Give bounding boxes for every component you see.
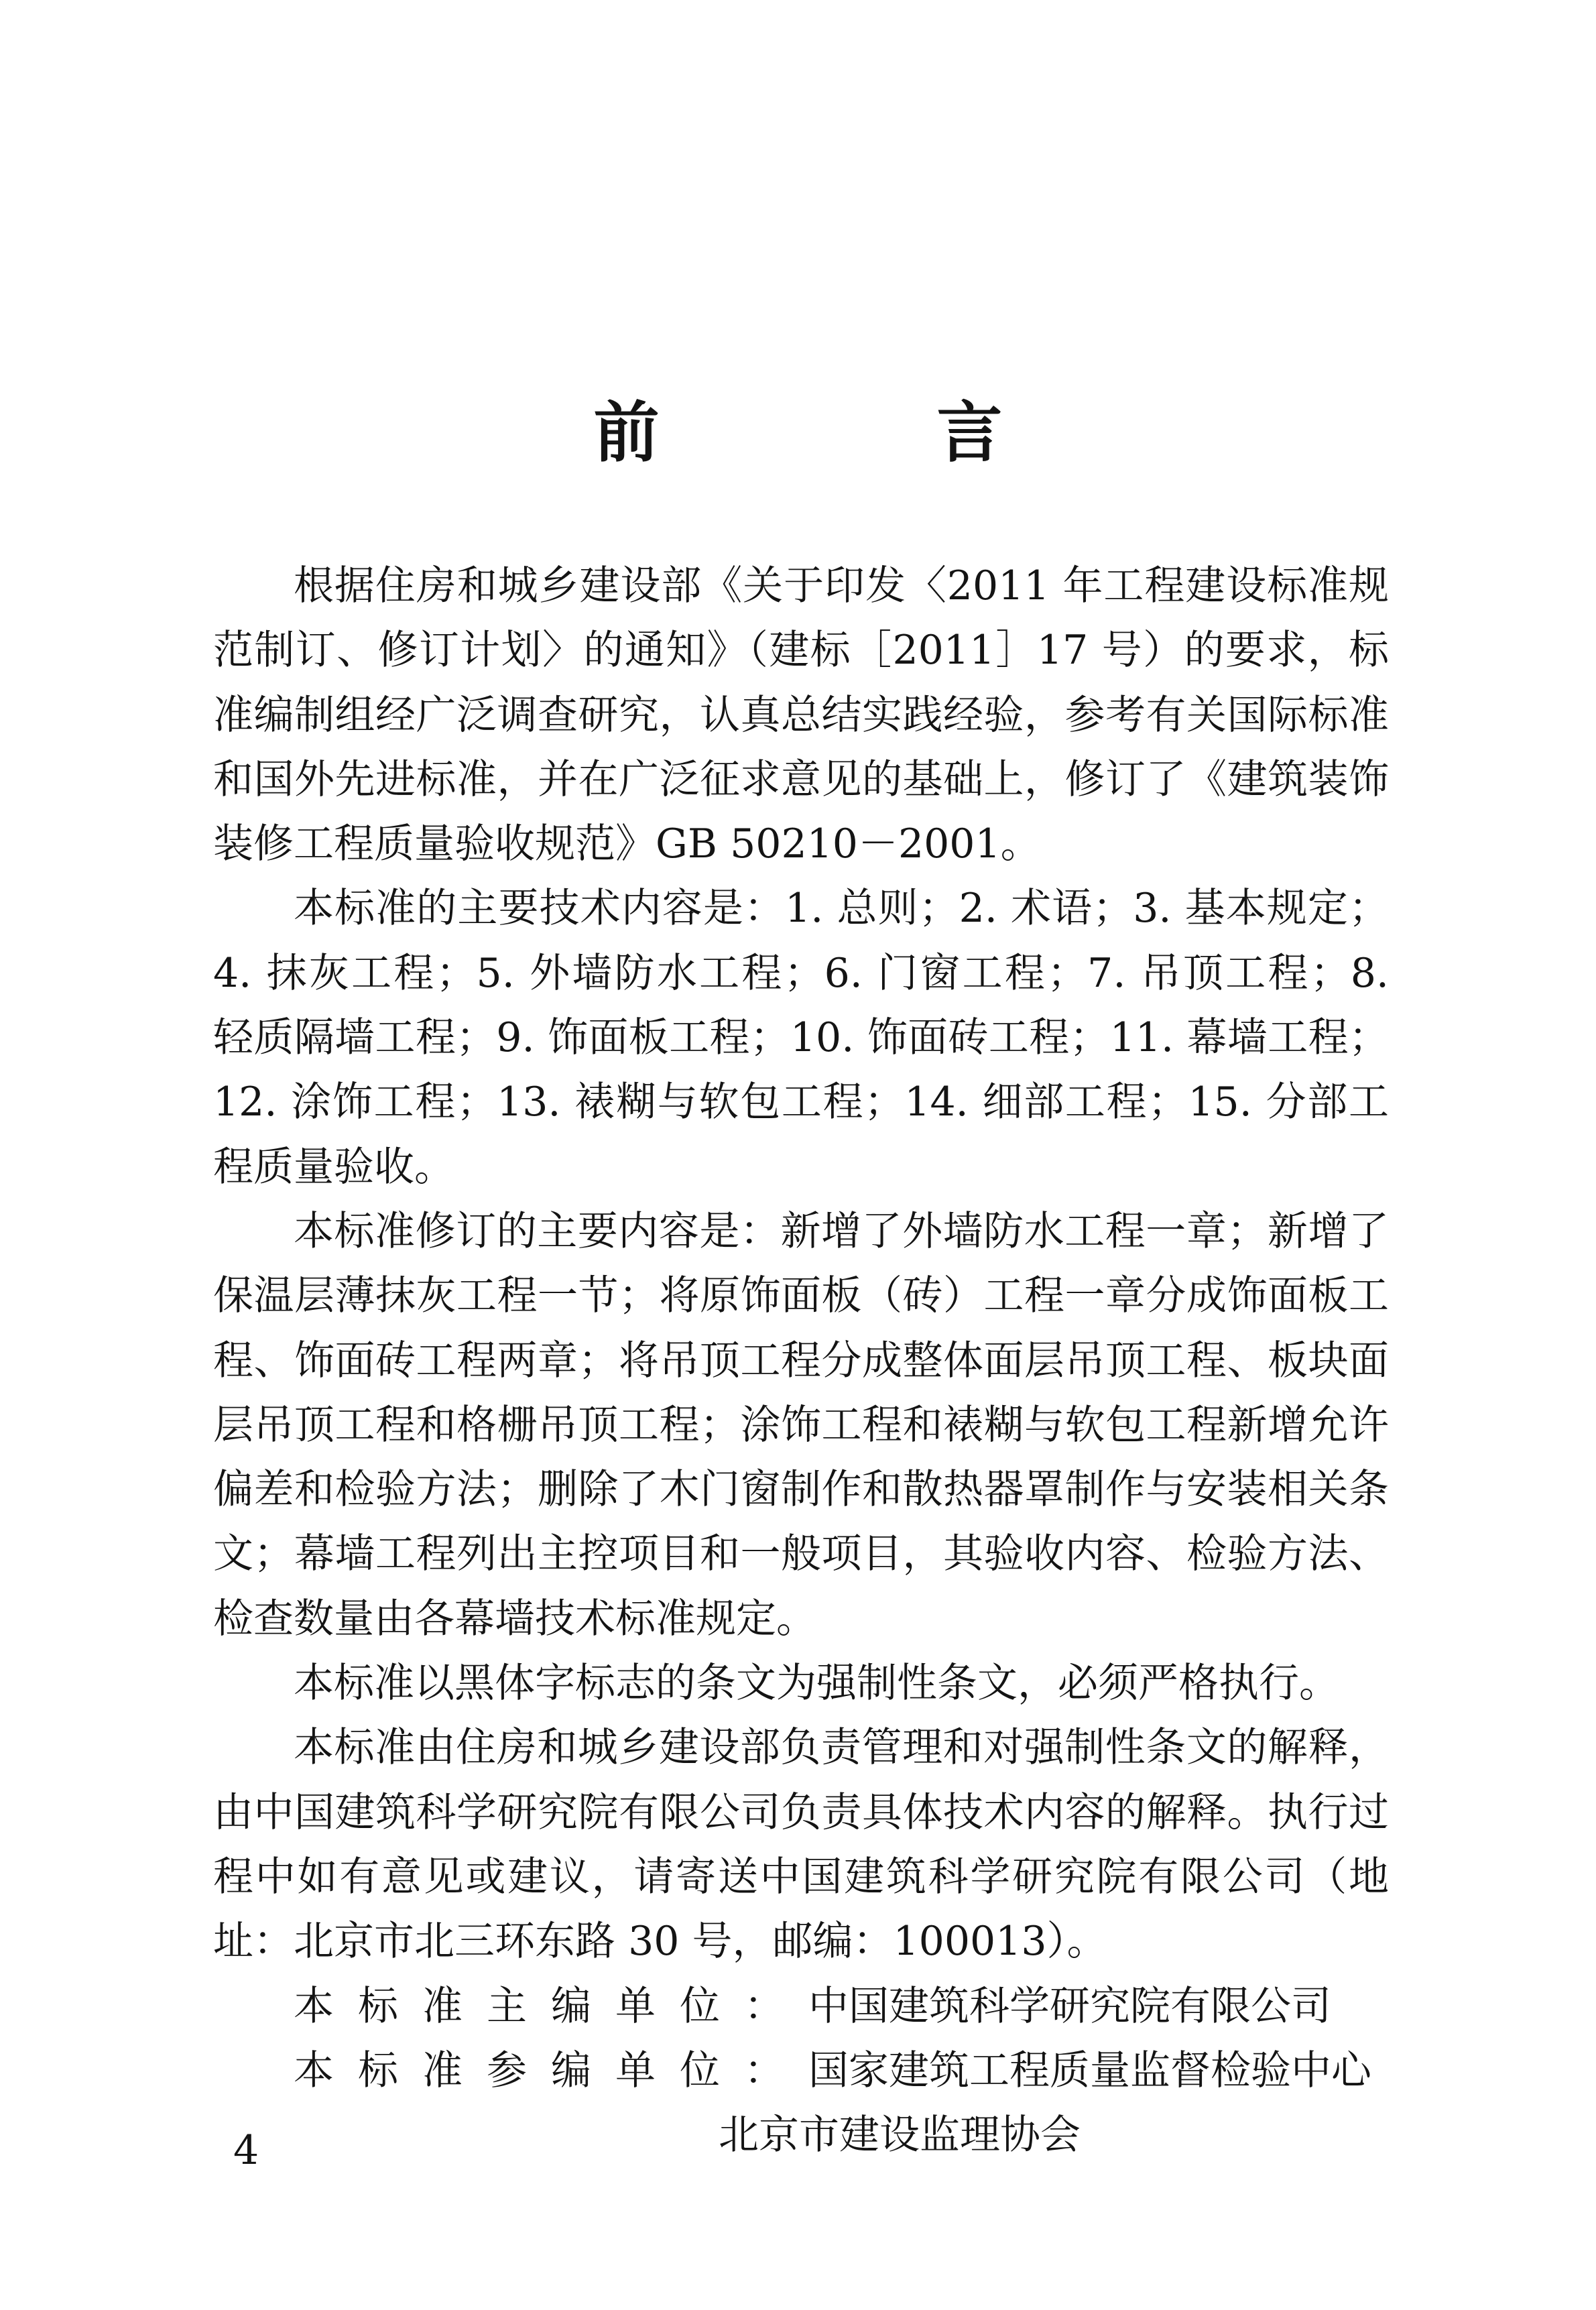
page-title: 前 言 (593, 394, 1130, 471)
chief-unit-label: 本标准主编单位： (294, 1982, 808, 2030)
paragraph-administration: 本标准由住房和城乡建设部负责管理和对强制性条文的解释，由中国建筑科学研究院有限公司负责具体技术内容的解释。执行过程中如有意见或建议，请寄送中国建筑科学研究院有限公司（地址：北京市北三环东路 30 号，邮编：100013）。 (213, 1724, 1389, 1965)
page-number: 4 (233, 2127, 259, 2174)
participating-unit-label: 本标准参编单位： (294, 2047, 808, 2094)
paragraph-revision-contents: 本标准修订的主要内容是：新增了外墙防水工程一章；新增了保温层薄抹灰工程一节；将原饰面板（砖）工程一章分成饰面板工程、饰面砖工程两章；将吊顶工程分成整体面层吊顶工程、板块面层吊顶工程和格栅吊顶工程；涂饰工程和裱糊与软包工程新增允许偏差和检验方法；删除了木门窗制作和散热器罩制作与安装相关条文；幕墙工程列出主控项目和一般项目，其验收内容、检验方法、检查数量由各幕墙技术标准规定。 (213, 1207, 1389, 1642)
chief-unit-name: 中国建筑科学研究院有限公司 (808, 1982, 1331, 2030)
chief-unit-line (213, 1974, 1389, 2039)
preface-body (213, 554, 1389, 2167)
participating-unit-line (213, 2039, 1389, 2103)
paragraph-main-contents: 本标准的主要技术内容是：1. 总则；2. 术语；3. 基本规定；4. 抹灰工程；5. 外墙防水工程；6. 门窗工程；7. 吊顶工程；8. 轻质隔墙工程；9. 饰面板工程；10. 饰面砖工程；11. 幕墙工程；12. 涂饰工程；13. 裱糊与软包工程；14. 细部工程；15. 分部工程质量验收。 (213, 885, 1389, 1191)
paragraph-background: 根据住房和城乡建设部《关于印发〈2011 年工程建设标准规范制订、修订计划〉的通知》（建标［2011］17 号）的要求，标准编制组经广泛调查研究，认真总结实践经验，参考有关国际标准和国外先进标准，并在广泛征求意见的基础上，修订了《建筑装饰装修工程质量验收规范》GB 50210－2001。 (213, 562, 1389, 868)
paragraph-mandatory-clauses: 本标准以黑体字标志的条文为强制性条文，必须严格执行。 (294, 1660, 1339, 1707)
participating-unit-name: 北京市建设监理协会 (719, 2112, 1081, 2159)
participating-unit-name: 国家建筑工程质量监督检验中心 (808, 2047, 1371, 2094)
